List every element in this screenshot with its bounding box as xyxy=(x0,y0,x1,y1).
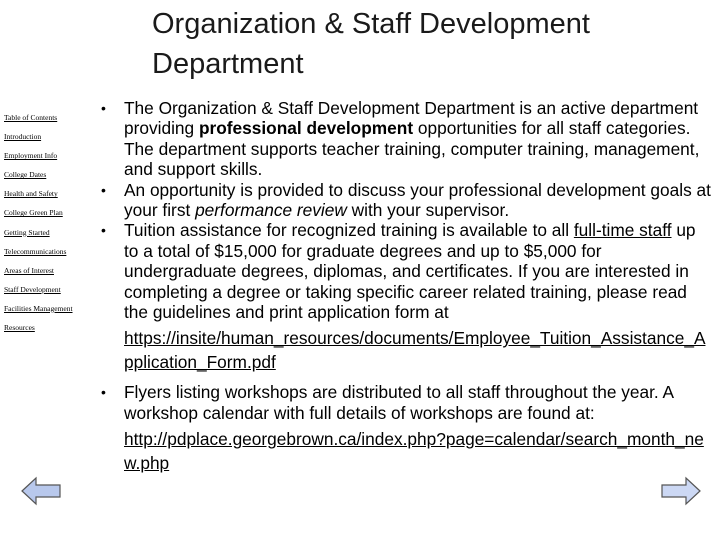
nav-link-introduction[interactable]: Introduction xyxy=(4,132,42,142)
arrow-left-icon xyxy=(22,478,60,504)
bullet-2-emphasis: performance review xyxy=(195,200,347,221)
bullet-2-text-end: with your supervisor. xyxy=(346,200,510,221)
page-title-line-1: Organization & Staff Development xyxy=(152,8,590,40)
bullet-1-text-end: opportunities for all staff categories. The department supports teacher training, computer training, management, and support skills. xyxy=(124,118,700,180)
full-time-staff-link[interactable]: full-time staff xyxy=(573,220,672,241)
nav-link-college-green-plan[interactable]: College Green Plan xyxy=(4,208,63,218)
bullet-4-text: Flyers listing workshops are distributed to all staff throughout the year. A workshop calendar with full details of workshops are found at: xyxy=(124,382,674,423)
page-title xyxy=(152,4,712,84)
nav-link-table-of-contents[interactable]: Table of Contents xyxy=(4,113,58,122)
nav-link-facilities-management[interactable]: Facilities Management xyxy=(4,303,73,313)
workshop-calendar-link[interactable]: http://pdplace.georgebrown.ca/index.php?page=calendar/search_month_new.php xyxy=(124,429,704,474)
arrow-right-icon xyxy=(662,478,700,504)
nav-link-employment-info[interactable]: Employment Info xyxy=(4,151,58,161)
bullet-1-emphasis: professional development xyxy=(198,118,414,139)
bullet-3-text-end: up to a total of $15,000 for graduate degrees and up to $5,000 for undergraduate degrees, diplomas, and certificates. If you are interested in completing a degree or taking specific career related training, please read the guidelines and print application form at xyxy=(124,220,696,323)
page-title-line-2: Department xyxy=(152,48,304,80)
nav-link-telecommunications[interactable]: Telecommunications xyxy=(4,246,67,256)
nav-link-college-dates[interactable]: College Dates xyxy=(4,170,47,180)
nav-link-staff-development[interactable]: Staff Development xyxy=(4,284,61,294)
bullet-icon: • xyxy=(101,100,106,116)
tuition-application-form-link[interactable]: https://insite/human_resources/documents/Employee_Tuition_Assistance_Application_Form.pdf xyxy=(124,328,706,373)
bullet-paragraph xyxy=(96,220,712,374)
back-arrow-button[interactable] xyxy=(20,476,62,506)
bullet-icon: • xyxy=(101,384,106,401)
bullet-paragraph xyxy=(96,382,712,475)
main-content xyxy=(96,98,712,481)
nav-link-health-and-safety[interactable]: Health and Safety xyxy=(4,189,58,199)
forward-arrow-button[interactable] xyxy=(660,476,702,506)
bullet-3-text: Tuition assistance for recognized training is available to all xyxy=(124,220,574,241)
nav-link-resources[interactable]: Resources xyxy=(4,323,35,333)
bullet-icon: • xyxy=(101,181,106,198)
bullet-2-text: An opportunity is provided to discuss your professional development goals at your first xyxy=(124,179,711,221)
nav-link-getting-started[interactable]: Getting Started xyxy=(4,227,50,237)
bullet-paragraph xyxy=(96,180,712,221)
bullet-1-text: The Organization & Staff Development Department is an active department providing xyxy=(124,98,699,139)
bullet-paragraph xyxy=(96,98,712,180)
nav-link-areas-of-interest[interactable]: Areas of Interest xyxy=(4,265,54,275)
bullet-icon: • xyxy=(101,222,106,239)
